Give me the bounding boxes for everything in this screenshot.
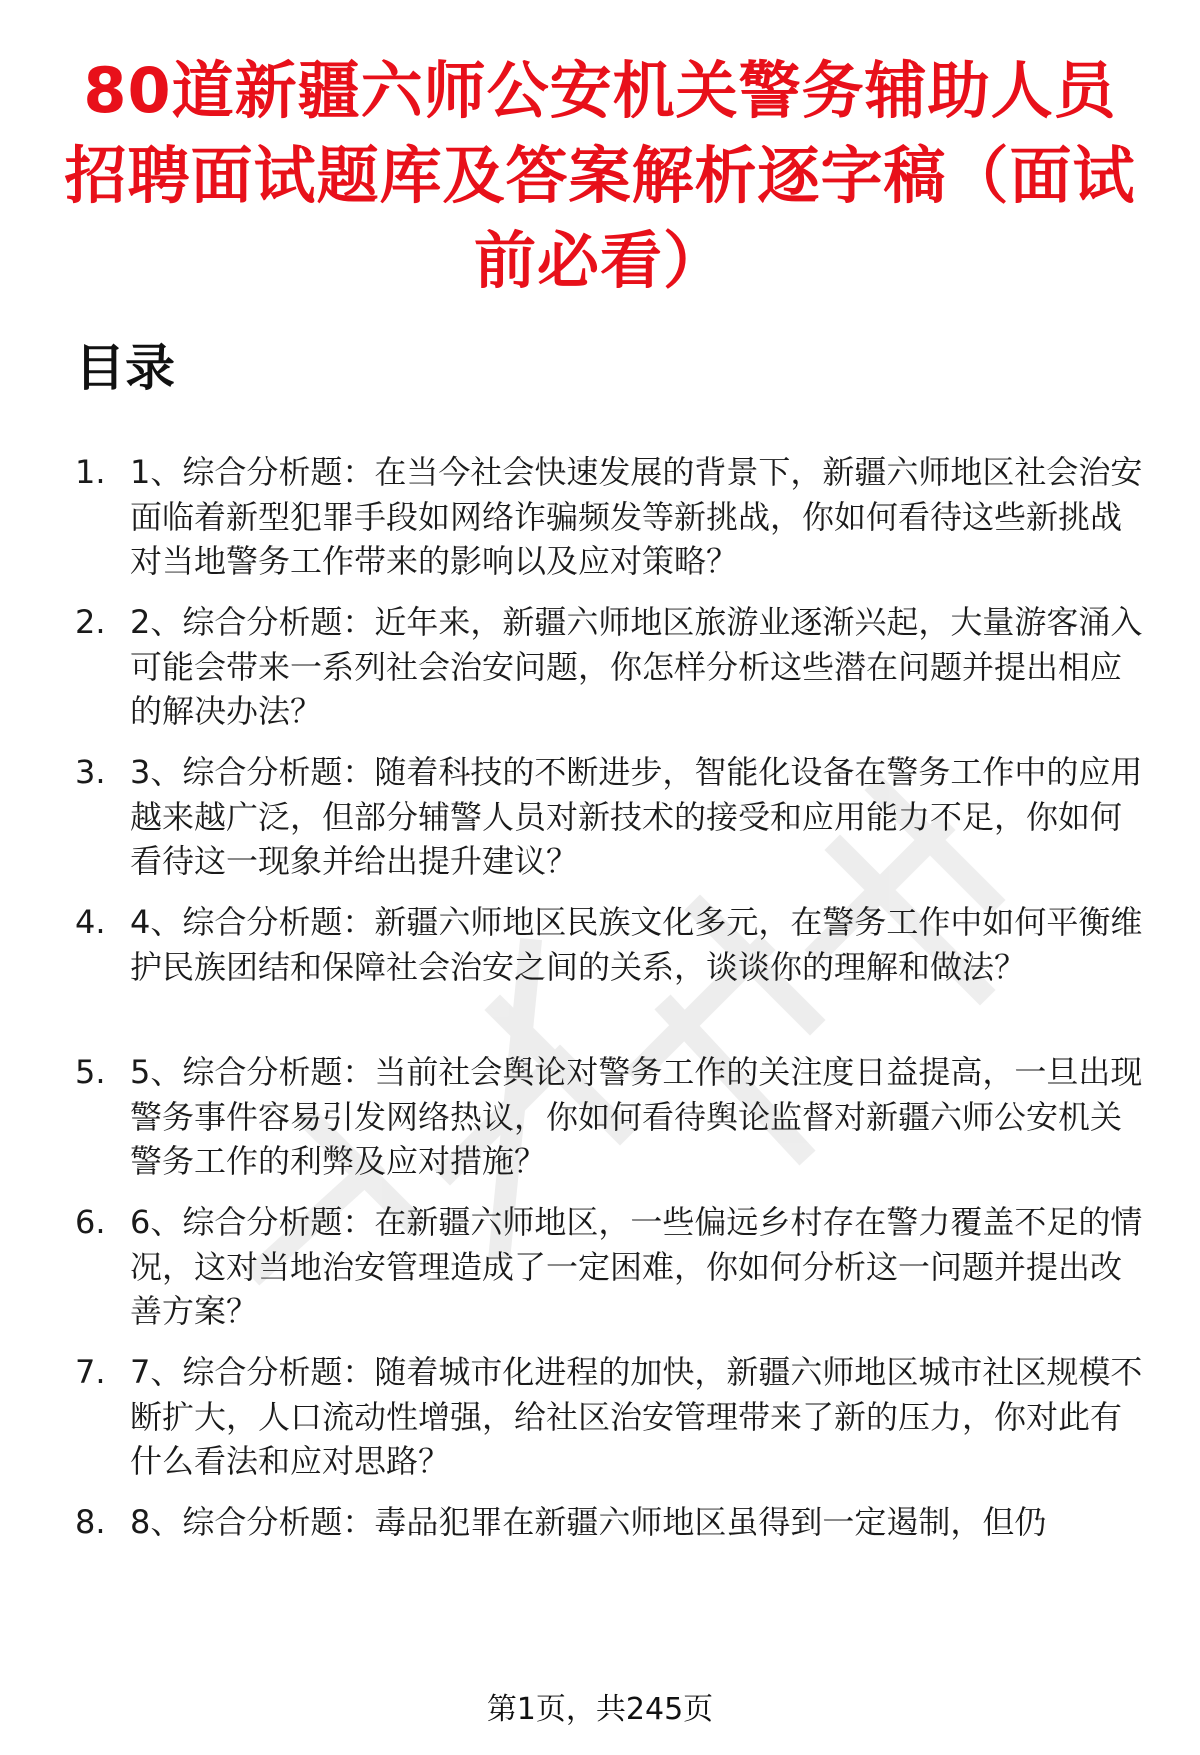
- toc-item[interactable]: [75, 600, 1155, 750]
- document-title: 80道新疆六师公安机关警务辅助人员招聘面试题库及答案解析逐字稿（面试前必看）: [64, 54, 1136, 297]
- toc-heading: 目录: [75, 339, 175, 397]
- toc-item[interactable]: [75, 1500, 1155, 1550]
- toc-item-text: 8、综合分析题：毒品犯罪在新疆六师地区虽得到一定遏制，但仍: [130, 1503, 1047, 1541]
- toc-item[interactable]: [75, 450, 1155, 600]
- toc-item[interactable]: [75, 1050, 1155, 1200]
- toc-item-number: 4.: [75, 903, 106, 941]
- toc-item-text: 6、综合分析题：在新疆六师地区，一些偏远乡村存在警力覆盖不足的情况，这对当地治安管理造成了一定困难，你如何分析这一问题并提出改善方案？: [130, 1203, 1143, 1330]
- toc-item-text: 5、综合分析题：当前社会舆论对警务工作的关注度日益提高，一旦出现警务事件容易引发网络热议，你如何看待舆论监督对新疆六师公安机关警务工作的利弊及应对措施？: [130, 1053, 1143, 1180]
- toc-item-number: 1.: [75, 453, 106, 491]
- toc-item-number: 8.: [75, 1503, 106, 1541]
- toc-item[interactable]: [75, 1200, 1155, 1350]
- toc-item-number: 7.: [75, 1353, 106, 1391]
- toc-item[interactable]: [75, 900, 1155, 1050]
- toc-item-text: 2、综合分析题：近年来，新疆六师地区旅游业逐渐兴起，大量游客涌入可能会带来一系列社会治安问题，你怎样分析这些潜在问题并提出相应的解决办法？: [130, 603, 1143, 730]
- toc-item[interactable]: [75, 750, 1155, 900]
- toc-item-number: 3.: [75, 753, 106, 791]
- toc-item[interactable]: [75, 1350, 1155, 1500]
- toc-item-number: 2.: [75, 603, 106, 641]
- toc-item-text: 3、综合分析题：随着科技的不断进步，智能化设备在警务工作中的应用越来越广泛，但部分辅警人员对新技术的接受和应用能力不足，你如何看待这一现象并给出提升建议？: [130, 753, 1143, 880]
- toc-item-text: 1、综合分析题：在当今社会快速发展的背景下，新疆六师地区社会治安面临着新型犯罪手段如网络诈骗频发等新挑战，你如何看待这些新挑战对当地警务工作带来的影响以及应对策略？: [130, 453, 1143, 580]
- toc-item-text: 4、综合分析题：新疆六师地区民族文化多元，在警务工作中如何平衡维护民族团结和保障社会治安之间的关系，谈谈你的理解和做法？: [130, 903, 1143, 986]
- toc-item-number: 6.: [75, 1203, 106, 1241]
- toc-item-text: 7、综合分析题：随着城市化进程的加快，新疆六师地区城市社区规模不断扩大，人口流动性增强，给社区治安管理带来了新的压力，你对此有什么看法和应对思路？: [130, 1353, 1143, 1480]
- page-footer: 第1页，共245页: [486, 1692, 714, 1727]
- toc-item-number: 5.: [75, 1053, 106, 1091]
